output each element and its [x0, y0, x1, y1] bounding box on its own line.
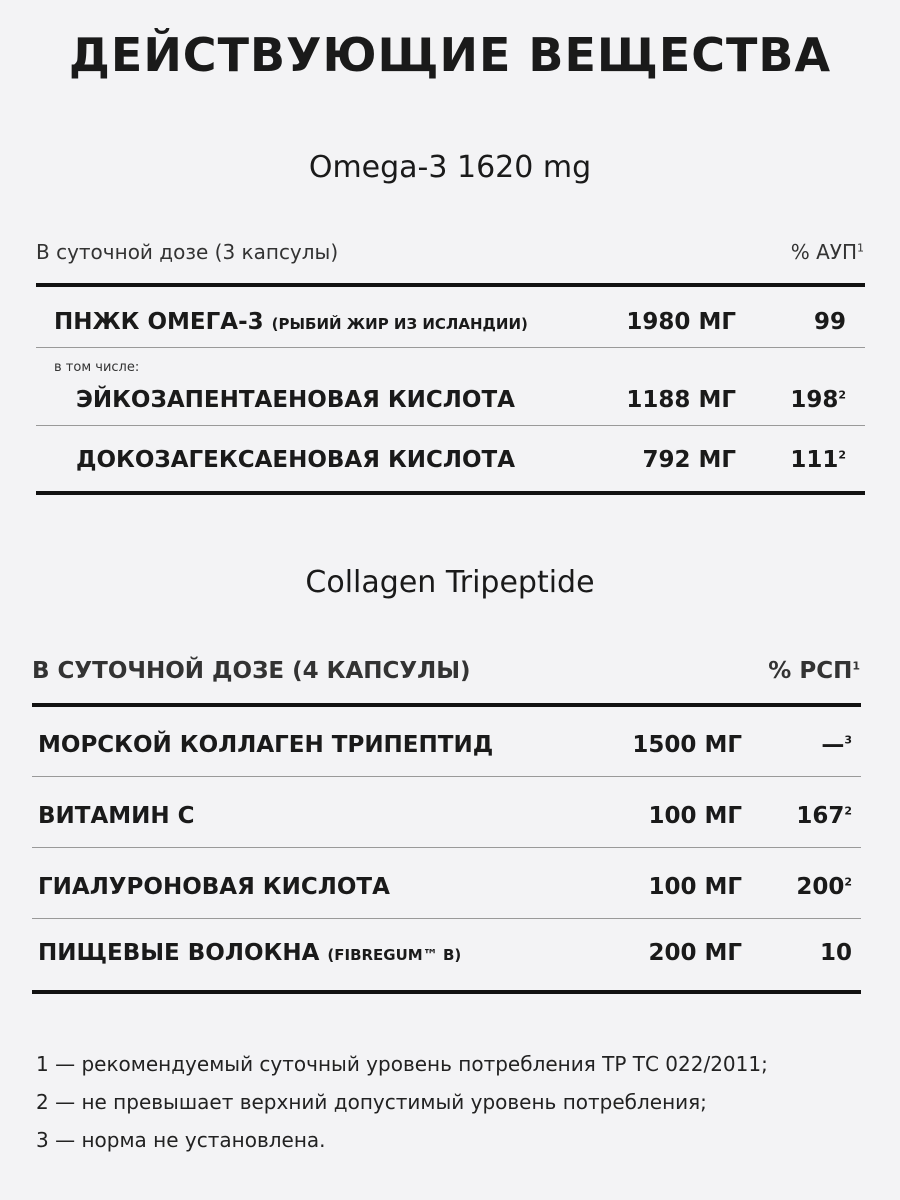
footnote-2: 2 — не превышает верхний допустимый уровень потребления; [36, 1090, 707, 1114]
omega-pct-header: % АУП$^1$ [790, 240, 864, 264]
omega-row-pufa [54, 300, 846, 344]
including-label: в том числе: [54, 360, 140, 375]
collagen-dose-header [32, 658, 860, 684]
divider [32, 847, 861, 848]
divider [32, 776, 861, 777]
collagen-row-collagen [38, 722, 852, 768]
nutrient-amount: 792 МГ [642, 447, 736, 473]
collagen-dose-label: В СУТОЧНОЙ ДОЗЕ (4 КАПСУЛЫ) [32, 658, 471, 684]
collagen-pct-header: % РСП$^1$ [768, 658, 860, 684]
collagen-table-top-rule [32, 703, 861, 707]
collagen-title: Collagen Tripeptide [305, 565, 595, 600]
page-title: ДЕЙСТВУЮЩИЕ ВЕЩЕСТВА [68, 28, 832, 82]
nutrient-amount: 100 МГ [648, 874, 742, 900]
nutrient-pct: 10 [819, 940, 852, 966]
nutrient-amount: 200 МГ [648, 940, 742, 966]
nutrient-pct: $167^2$ [796, 803, 852, 829]
collagen-row-hyaluronic [38, 864, 852, 910]
omega-table-bottom-rule [36, 491, 865, 495]
collagen-table-bottom-rule [32, 990, 861, 994]
omega-dose-header [36, 240, 864, 264]
nutrient-pct: $198^2$ [790, 387, 846, 413]
collagen-row-vitamin-c [38, 793, 852, 839]
nutrient-amount: 1500 МГ [632, 732, 742, 758]
footnotes [36, 1052, 768, 1166]
nutrient-pct: $200^2$ [796, 874, 852, 900]
nutrient-name: МОРСКОЙ КОЛЛАГЕН ТРИПЕПТИД [38, 732, 494, 758]
divider [36, 425, 865, 426]
nutrient-amount: 1980 МГ [626, 309, 736, 335]
nutrient-name: ДОКОЗАГЕКСАЕНОВАЯ КИСЛОТА [76, 447, 516, 473]
omega-row-dha [76, 438, 846, 482]
omega-title: Omega-3 1620 mg [308, 150, 592, 185]
omega-table-top-rule [36, 283, 865, 287]
nutrient-name: ВИТАМИН С [38, 803, 195, 829]
footnote-3: 3 — норма не установлена. [36, 1128, 326, 1152]
divider [36, 347, 865, 348]
collagen-row-fiber [38, 930, 852, 976]
divider [32, 918, 861, 919]
nutrient-name: ГИАЛУРОНОВАЯ КИСЛОТА [38, 874, 390, 900]
nutrient-name: ПНЖК ОМЕГА-3 (РЫБИЙ ЖИР ИЗ ИСЛАНДИИ) [54, 309, 528, 335]
nutrient-amount: 100 МГ [648, 803, 742, 829]
nutrient-pct: 99 [813, 309, 846, 335]
nutrient-name: ПИЩЕВЫЕ ВОЛОКНА (FIBREGUM™ B) [38, 940, 462, 966]
nutrient-amount: 1188 МГ [626, 387, 736, 413]
nutrient-name: ЭЙКОЗАПЕНТАЕНОВАЯ КИСЛОТА [76, 387, 515, 413]
omega-dose-label: В суточной дозе (3 капсулы) [36, 240, 339, 264]
omega-row-epa [76, 378, 846, 422]
nutrient-pct: $111^2$ [790, 447, 846, 473]
footnote-1: 1 — рекомендуемый суточный уровень потребления ТР ТС 022/2011; [36, 1052, 768, 1076]
nutrient-pct: —$^3$ [821, 732, 852, 758]
